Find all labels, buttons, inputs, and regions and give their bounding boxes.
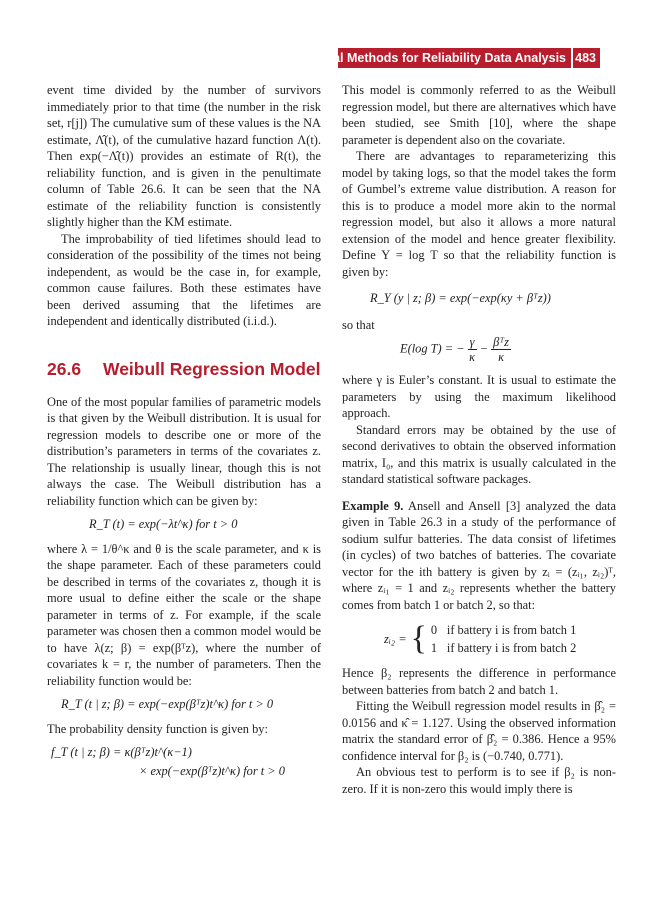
running-header-title: Statistical Methods for Reliability Data Analysis	[284, 51, 566, 65]
section-title: Weibull Regression Model	[103, 358, 321, 379]
paragraph: Hence β₂ represents the difference in performance between batteries from batch 2 and batch 1.	[342, 666, 616, 697]
fraction-numerator: γ	[469, 335, 475, 349]
page-number: 483	[575, 51, 596, 65]
paragraph: event time divided by the number of survivors immediately prior to that time (the number in the risk set, r[j]) The cumulative sum of these values is the NA estimate, Λ̂(t), of the cumulative hazard function Λ(t). Then exp(−Λ̂(t)) provides an estimate of R(t), the reliability function, and is given in the penultimate column of Table 26.6. It can be seen that the NA estimate of the reliability function is consistently slightly higher than the KM estimate.	[47, 83, 321, 229]
paragraph: where γ is Euler’s constant. It is usual to estimate the parameters by using the maximum likelihood approach.	[342, 373, 616, 420]
paragraph: There are advantages to reparameterizing this model by taking logs, so that the model takes the form of Gumbel’s extreme value distribution. A reason for this is to produce a model more akin to the normal regression model, but also it allows a more natural extension of the model and hence greater flexibility. Define Y = log T so that the reliability function is given by:	[342, 149, 616, 279]
right-column	[342, 82, 616, 797]
section-heading	[47, 358, 321, 380]
example-label: Example 9.	[342, 498, 404, 513]
cases-rows	[431, 621, 576, 657]
left-column	[47, 82, 321, 787]
paragraph: Standard errors may be obtained by the use of second derivatives to obtain the observed information matrix, I₀, and this matrix is usually calculated in the standard statistical software packages.	[342, 422, 616, 486]
fraction-gamma-kappa	[468, 335, 477, 364]
fraction-denominator: κ	[498, 350, 505, 364]
fraction-betaz-kappa	[491, 335, 511, 364]
paragraph: The probability density function is given by:	[47, 721, 268, 736]
running-header	[284, 48, 600, 68]
section-number: 26.6	[47, 358, 82, 379]
paragraph: An obvious test to perform is to see if β₂ is non-zero. If it is non-zero this would imply there is	[342, 765, 616, 796]
cases-lhs: zᵢ₂ =	[384, 631, 407, 646]
header-separator	[571, 48, 573, 68]
equation-expectation	[342, 335, 616, 364]
expectation-lhs: E(log T) = −	[400, 341, 465, 356]
fraction-denominator: κ	[469, 350, 476, 364]
minus-sign: −	[479, 341, 489, 356]
example-text: Ansell and Ansell [3] analyzed the data given in Table 26.3 in a study of the performance of sodium sulfur batteries. The data consist of lifetimes (in cycles) of two batches of batteries. The covariate vector for the ith battery is given by zᵢ = (zᵢ₁, zᵢ₂)ᵀ, where zᵢ₁ = 1 and zᵢ₂ represents whether the battery comes from batch 1 or batch 2, so that:	[342, 498, 616, 612]
example-paragraph	[342, 498, 616, 614]
paragraph: so that	[342, 317, 375, 332]
equation-density-line2: × exp(−exp(βᵀz)t^κ) for t > 0	[139, 763, 285, 778]
case-row	[431, 621, 576, 639]
fraction-numerator: βᵀz	[493, 335, 509, 349]
paragraph: The improbability of tied lifetimes should lead to consideration of the possibility of the times not being independent, as would be the case in, for example, common cause failures. Both these estimates have been derived assuming that the lifetimes are independent and identically distributed (i.i.d.).	[47, 231, 321, 328]
case-value: 0	[430, 623, 438, 637]
equation-log-reliability: R_Y (y | z; β) = exp(−exp(κy + βᵀz))	[370, 291, 551, 305]
left-brace: {	[410, 620, 427, 657]
equation-reliability: R_T (t) = exp(−λt^κ) for t > 0	[89, 517, 238, 531]
paragraph: This model is commonly referred to as the Weibull regression model, but there are alternatives which have been studied, see Smith [10], where the shape parameter is dependent also on the covariate.	[342, 83, 616, 147]
equation-cases	[384, 621, 616, 657]
equation-density-line1: f_T (t | z; β) = κ(βᵀz)t^(κ−1)	[51, 745, 192, 759]
case-row	[431, 639, 576, 657]
paragraph: One of the most popular families of parametric models is that given by the Weibull distribution. It is usual for regression models to describe one or more of the distribution’s parameters in terms of the covariates z. The relationship is usually linear, though this is not always the case. The Weibull distribution has a reliability function which can be given by:	[47, 394, 321, 508]
equation-regression-reliability: R_T (t | z; β) = exp(−exp(βᵀz)t^κ) for t > 0	[61, 697, 274, 711]
case-condition: if battery i is from batch 1	[446, 623, 577, 637]
paragraph: where λ = 1/θ^κ and θ is the scale parameter, and κ is the shape parameter. Each of these parameters could be described in terms of the covariates z, though it is more usual to define either the scale or the shape parameter in terms of z. For example, if the scale parameter was chosen then a common model would be to have λ(z; β) = exp(βᵀz), where the number of covariates k = r, the number of parameters. Then the reliability function would be:	[47, 541, 321, 688]
paragraph: Fitting the Weibull regression model results in β̂₂ = 0.0156 and κ̂ = 1.127. Using the observed information matrix the standard error of β̂₂ = 0.386. Hence a 95% confidence interval for β₂ is (−0.740, 0.771).	[342, 699, 616, 763]
case-value: 1	[430, 641, 438, 655]
case-condition: if battery i is from batch 2	[446, 641, 577, 655]
